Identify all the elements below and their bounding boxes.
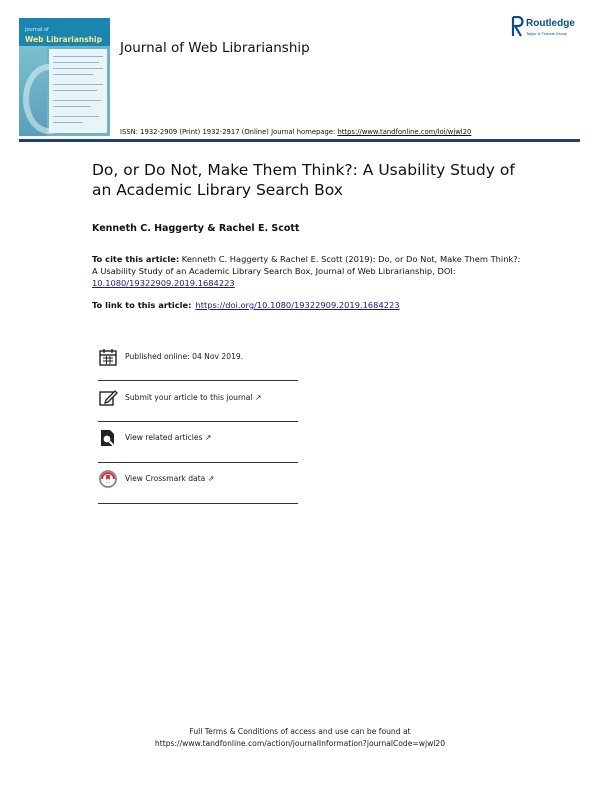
submit-article-text [125,393,261,402]
cover-text-line [53,122,83,123]
calendar-icon [98,347,118,367]
related-articles-icon [98,428,118,448]
publisher-tagline: Taylor & Francis Group [526,31,567,36]
external-link-icon: ↗ [204,433,212,442]
published-online-text: Published online: 04 Nov 2019. [125,352,244,361]
journal-name: Journal of Web Librarianship [120,40,310,56]
divider [98,503,298,504]
journal-homepage-link[interactable]: https://www.tandfonline.com/loi/wjwl20 [337,128,472,136]
cover-text-line [53,74,93,75]
edit-icon [98,388,118,408]
footer-terms-link[interactable]: https://www.tandfonline.com/action/journalInformation?journalCode=wjwl20 [154,739,446,748]
crossmark-text [125,474,214,483]
submit-article-label: Submit your article to this journal [125,393,253,402]
routledge-logo-icon [511,16,524,37]
article-link-line [92,300,400,310]
cover-text-line [53,90,97,91]
cover-text-line [53,100,101,101]
cover-text-line [53,116,99,117]
citation-block [92,253,522,290]
crossmark-label: View Crossmark data [125,474,206,483]
divider [98,462,298,463]
cover-text-line [53,84,103,85]
related-articles-text [125,433,211,442]
crossmark-item[interactable] [98,469,298,507]
cover-kicker: Journal of [25,27,49,33]
external-link-icon: ↗ [254,393,262,402]
footer [0,726,600,750]
header-divider [19,139,580,142]
divider [98,421,298,422]
issn-line [120,128,471,136]
citation-text: Kenneth C. Haggerty & Rachel E. Scott (2019): Do, or Do Not, Make Them Think?: A Usability Study of an Academic Library Search Box, Journal of Web Librarianship, DOI: [92,254,521,277]
citation-doi-link[interactable]: 10.1080/19322909.2019.1684223 [92,278,235,289]
citation-label: To cite this article: [92,254,180,264]
journal-cover-image [19,18,110,136]
article-link-label: To link to this article: [92,300,192,310]
divider [98,380,298,381]
issn-text: ISSN: 1932-2909 (Print) 1932-2917 (Online) Journal homepage: [120,128,336,136]
cover-text-line [53,62,99,63]
related-articles-item[interactable] [98,428,298,466]
cover-text-line [53,56,103,57]
article-title: Do, or Do Not, Make Them Think?: A Usability Study of an Academic Library Search Box [92,161,515,199]
footer-terms-text: Full Terms & Conditions of access and use can be found at [189,727,411,736]
cover-title: Journal of Web Librarianship [25,26,109,44]
crossmark-icon [98,469,118,489]
publisher-name: Routledge [526,18,575,29]
related-articles-label: View related articles [125,433,203,442]
article-authors: Kenneth C. Haggerty & Rachel E. Scott [92,223,300,234]
external-link-icon: ⇗ [207,474,215,483]
cover-text-line [53,68,103,69]
cover-text-line [53,106,91,107]
article-doi-link[interactable]: https://doi.org/10.1080/19322909.2019.1684223 [195,300,400,310]
